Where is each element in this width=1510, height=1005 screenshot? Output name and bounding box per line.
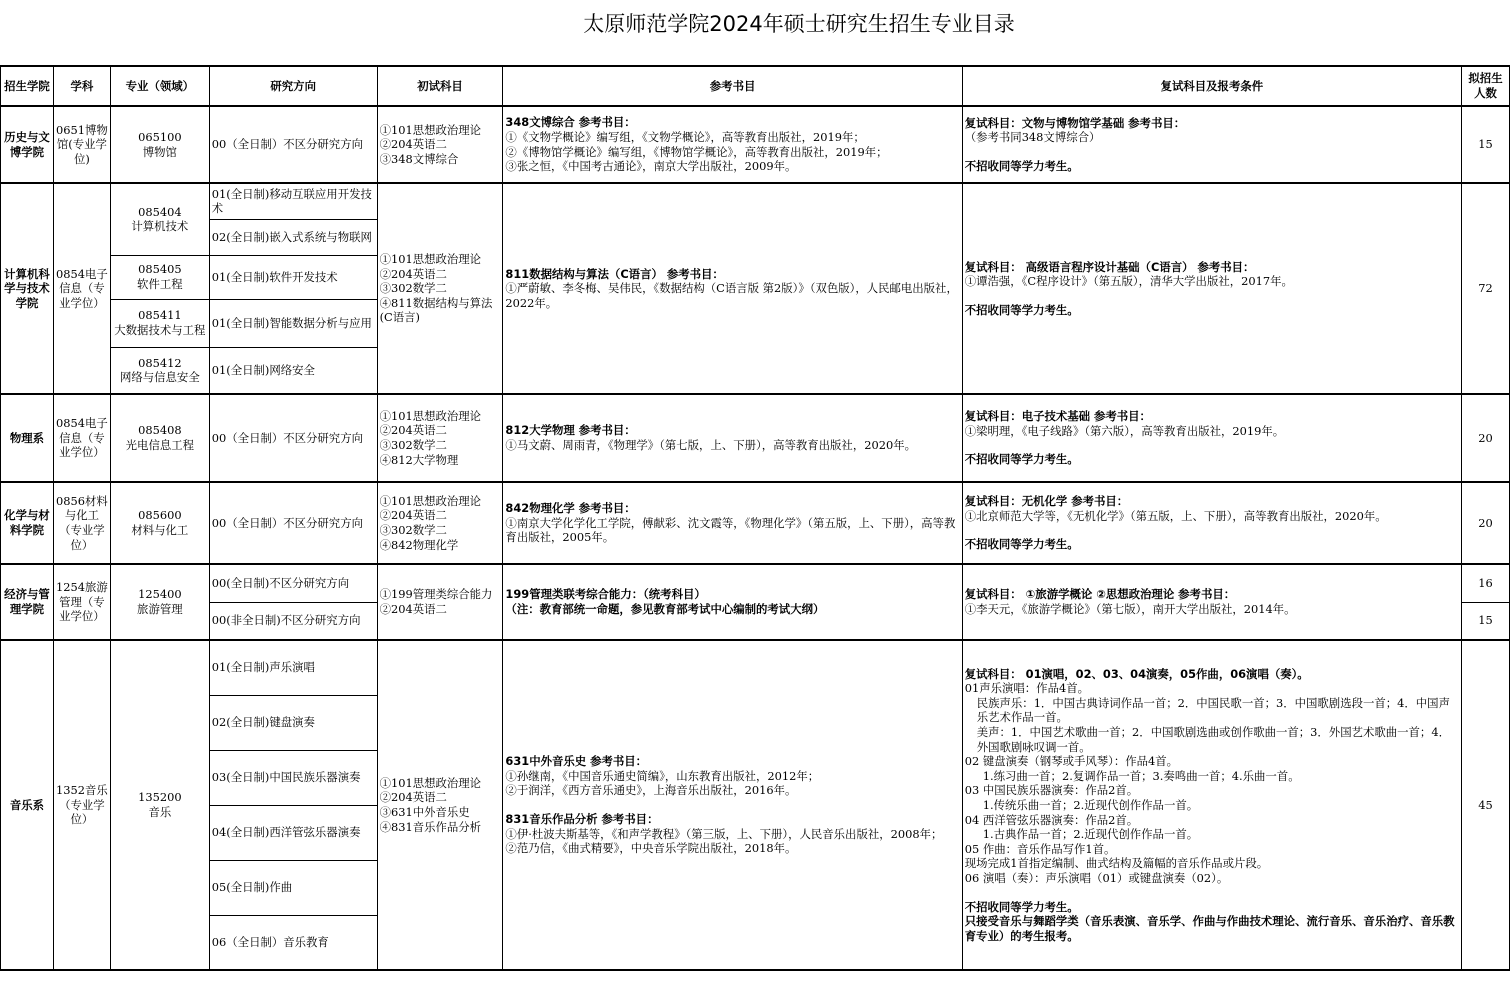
discipline-cell: 0651博物馆(专业学位) [53, 106, 110, 183]
retest-title: 复试科目：文物与博物馆学基础 参考书目： [964, 115, 1186, 130]
discipline-cell: 0854电子信息（专业学位） [53, 183, 110, 394]
retest-title: 复试科目：电子技术基础 参考书目： [964, 409, 1151, 424]
retest-line: 1.传统乐曲一首；2.近现代创作作品一首。 [982, 798, 1199, 812]
major-name: 材料与化工 [131, 523, 189, 537]
major-name: 音乐 [148, 805, 172, 819]
major-name: 网络与信息安全 [119, 370, 200, 385]
reference-title: 631中外音乐史 参考书目： [505, 754, 648, 769]
exam-item: ①101思想政治理论 [379, 408, 482, 423]
college-cell: 物理系 [1, 394, 54, 482]
direction-cell: 01(全日制)移动互联应用开发技术 [209, 183, 377, 219]
direction-cell: 06（全日制）音乐教育 [209, 915, 377, 970]
direction-cell: 00(非全日制)不区分研究方向 [209, 602, 377, 640]
quota-cell: 15 [1462, 106, 1510, 183]
exam-cell [377, 106, 503, 183]
table-row [1, 640, 1510, 695]
exam-item: ④811数据结构与算法(C语言) [379, 295, 493, 325]
reference-item: ①南京大学化学化工学院，傅献彩、沈文霞等，《物理化学》（第五版，上、下册），高等教育出版社，2005年。 [505, 515, 956, 545]
direction-cell: 00（全日制）不区分研究方向 [209, 106, 377, 183]
reference-note: （注：教育部统一命题，参见教育部考试中心编制的考试大纲） [505, 602, 825, 616]
college-cell: 化学与材料学院 [1, 482, 54, 564]
table-row [1, 106, 1510, 183]
retest-line: ①北京师范大学等，《无机化学》（第五版，上、下册），高等教育出版社，2020年。 [964, 508, 1387, 523]
major-code: 085412 [138, 355, 182, 370]
major-code: 085411 [138, 308, 182, 323]
reference-cell [503, 564, 962, 640]
quota-cell: 16 [1462, 564, 1510, 602]
reference-item: ③张之恒，《中国考古通论》，南京大学出版社，2009年。 [505, 159, 797, 174]
exam-item: ④831音乐作品分析 [379, 819, 482, 834]
exam-cell [377, 482, 503, 564]
table-row [1, 482, 1510, 564]
reference-title: 811数据结构与算法（C语言） 参考书目： [505, 266, 724, 281]
reference-cell [503, 106, 962, 183]
retest-line: 02 键盘演奏（钢琴或手风琴）：作品4首。 [964, 754, 1179, 769]
major-cell [110, 255, 209, 299]
major-name: 软件工程 [137, 277, 183, 291]
college-cell: 计算机科学与技术学院 [1, 183, 54, 394]
discipline-cell: 1254旅游管理（专业学位） [53, 564, 110, 640]
discipline-cell: 1352音乐（专业学位） [53, 640, 110, 970]
major-cell [110, 183, 209, 255]
direction-cell: 02(全日制)嵌入式系统与物联网 [209, 219, 377, 255]
retest-note: 不招收同等学力考生。 [964, 899, 1079, 914]
reference-item: ①孙继南，《中国音乐通史简编》，山东教育出版社，2012年； [505, 768, 820, 783]
college-cell: 历史与文博学院 [1, 106, 54, 183]
header-quota: 拟招生人数 [1462, 66, 1510, 106]
direction-cell: 00(全日制)不区分研究方向 [209, 564, 377, 602]
direction-cell: 01(全日制)智能数据分析与应用 [209, 299, 377, 347]
exam-item: ④842物理化学 [379, 537, 459, 552]
reference-cell [503, 394, 962, 482]
retest-line: 01声乐演唱：作品4首。 [964, 681, 1089, 696]
exam-item: ②204英语二 [379, 137, 447, 152]
major-cell [110, 482, 209, 564]
college-cell: 音乐系 [1, 640, 54, 970]
exam-item: ①101思想政治理论 [379, 493, 482, 508]
reference-item: ①严蔚敏、李冬梅、吴伟民，《数据结构（C语言版 第2版）》（双色版），人民邮电出版社，2022年。 [505, 281, 958, 310]
quota-cell: 15 [1462, 602, 1510, 640]
retest-line: 现场完成1首指定编制、曲式结构及篇幅的音乐作品或片段。 [964, 856, 1269, 871]
discipline-cell: 0854电子信息（专业学位） [53, 394, 110, 482]
exam-item: ①199管理类综合能力 [379, 587, 493, 602]
reference-item: ①伊·杜波夫斯基等，《和声学教程》（第三版，上、下册），人民音乐出版社，2008年； [505, 826, 943, 841]
exam-item: ②204英语二 [379, 790, 447, 805]
header-college: 招生学院 [1, 66, 54, 106]
retest-note: 不招收同等学力考生。 [964, 158, 1079, 173]
major-cell [110, 564, 209, 640]
retest-title: 复试科目： 01演唱，02、03、04演奏，05作曲，06演唱（奏）。 [964, 666, 1309, 681]
retest-line: ①梁明理，《电子线路》（第六版），高等教育出版社，2019年。 [964, 423, 1285, 438]
direction-cell: 00（全日制）不区分研究方向 [209, 394, 377, 482]
direction-cell: 05(全日制)作曲 [209, 860, 377, 915]
retest-line: ①谭浩强，《C程序设计》（第五版），清华大学出版社，2017年。 [964, 274, 1293, 289]
header-major: 专业（领域） [110, 66, 209, 106]
major-cell [110, 640, 209, 970]
direction-cell: 00（全日制）不区分研究方向 [209, 482, 377, 564]
direction-cell: 02(全日制)键盘演奏 [209, 695, 377, 750]
retest-line: 民族声乐：1．中国古典诗词作品一首；2．中国民歌一首；3．中国歌剧选段一首；4．中国声乐艺术作品一首。 [976, 695, 1450, 725]
major-code: 125400 [138, 587, 182, 602]
reference-item: ②范乃信，《曲式精要》，中央音乐学院出版社，2018年。 [505, 841, 797, 856]
major-code: 065100 [138, 129, 182, 144]
exam-cell [377, 183, 503, 394]
exam-item: ③348文博综合 [379, 151, 459, 166]
retest-title: 复试科目： ①旅游学概论 ②思想政治理论 参考书目： [964, 587, 1236, 602]
major-code: 085404 [138, 204, 182, 219]
exam-item: ②204英语二 [379, 602, 447, 616]
retest-cell [962, 482, 1461, 564]
major-cell [110, 394, 209, 482]
reference-title: 842物理化学 参考书目： [505, 501, 636, 516]
header-discipline: 学科 [53, 66, 110, 106]
retest-title: 复试科目： 高级语言程序设计基础（C语言） 参考书目： [964, 259, 1255, 274]
exam-item: ①101思想政治理论 [379, 252, 482, 267]
retest-line: 06 演唱（奏）：声乐演唱（01）或键盘演奏（02）。 [964, 870, 1229, 885]
reference-item: ②于润洋，《西方音乐通史》，上海音乐出版社，2016年。 [505, 783, 797, 798]
direction-cell: 01(全日制)网络安全 [209, 347, 377, 394]
reference-cell [503, 640, 962, 970]
exam-item: ①101思想政治理论 [379, 122, 482, 137]
reference-title: 199管理类联考综合能力：（统考科目） [505, 587, 706, 602]
header-retest: 复试科目及报考条件 [962, 66, 1461, 106]
college-cell: 经济与管理学院 [1, 564, 54, 640]
retest-cell [962, 394, 1461, 482]
table-row [1, 394, 1510, 482]
direction-cell: 01(全日制)软件开发技术 [209, 255, 377, 299]
retest-line: ①李天元，《旅游学概论》（第七版），南开大学出版社，2014年。 [964, 602, 1296, 616]
quota-cell: 72 [1462, 183, 1510, 394]
major-cell [110, 347, 209, 394]
retest-line: 美声：1．中国艺术歌曲一首；2．中国歌剧选曲或创作歌曲一首；3．外国艺术歌曲一首；4．外国歌剧咏叹调一首。 [976, 725, 1450, 754]
discipline-cell: 0856材料与化工（专业学位） [53, 482, 110, 564]
major-name: 博物馆 [142, 144, 177, 159]
major-name: 旅游管理 [137, 602, 183, 616]
exam-item: ①101思想政治理论 [379, 775, 482, 790]
retest-note: 不招收同等学力考生。 [964, 452, 1079, 467]
catalog-table [0, 65, 1510, 971]
major-code: 085408 [138, 423, 182, 438]
major-code: 085600 [138, 508, 182, 523]
major-cell [110, 106, 209, 183]
retest-cell [962, 564, 1461, 640]
retest-note: 不招收同等学力考生。 [964, 537, 1079, 552]
header-direction: 研究方向 [209, 66, 377, 106]
retest-line: 1.练习曲一首；2.复调作品一首；3.奏鸣曲一首；4.乐曲一首。 [982, 768, 1300, 783]
major-name: 光电信息工程 [125, 438, 195, 452]
table-row [1, 183, 1510, 219]
direction-cell: 01(全日制)声乐演唱 [209, 640, 377, 695]
reference-title: 812大学物理 参考书目： [505, 423, 636, 438]
retest-line: 05 作曲：音乐作品写作1首。 [964, 841, 1116, 856]
exam-item: ④812大学物理 [379, 452, 459, 467]
exam-cell [377, 394, 503, 482]
retest-title: 复试科目：无机化学 参考书目： [964, 494, 1129, 509]
exam-item: ③302数学二 [379, 438, 447, 452]
exam-item: ②204英语二 [379, 266, 447, 281]
exam-item: ③302数学二 [379, 523, 447, 537]
retest-cell [962, 106, 1461, 183]
header-references: 参考书目 [503, 66, 962, 106]
quota-cell: 20 [1462, 394, 1510, 482]
exam-cell [377, 564, 503, 640]
major-name: 计算机技术 [131, 219, 189, 234]
major-code: 085405 [138, 262, 182, 277]
exam-item: ③631中外音乐史 [379, 805, 470, 819]
reference-item: ①马文蔚、周雨青，《物理学》（第七版，上、下册），高等教育出版社，2020年。 [505, 438, 916, 452]
major-code: 135200 [138, 790, 182, 805]
header-exam: 初试科目 [377, 66, 503, 106]
reference-title: 348文博综合 参考书目： [505, 115, 636, 130]
reference-item: ②《博物馆学概论》编写组，《博物馆学概论》，高等教育出版社，2019年； [505, 144, 888, 159]
exam-item: ②204英语二 [379, 423, 447, 438]
reference-item: ①《文物学概论》编写组，《文物学概论》，高等教育出版社，2019年； [505, 129, 865, 144]
page-title: 太原师范学院2024年硕士研究生招生专业目录 [583, 12, 1015, 36]
table-row [1, 564, 1510, 602]
quota-cell: 45 [1462, 640, 1510, 970]
retest-line: 1.古典作品一首；2.近现代创作作品一首。 [982, 827, 1199, 842]
retest-cell [962, 640, 1461, 970]
reference-cell [503, 183, 962, 394]
exam-cell [377, 640, 503, 970]
header-row [1, 66, 1510, 106]
major-name: 大数据技术与工程 [114, 323, 206, 337]
major-cell [110, 299, 209, 347]
retest-cell [962, 183, 1461, 394]
exam-item: ②204英语二 [379, 508, 447, 523]
reference-title: 831音乐作品分析 参考书目： [505, 812, 659, 826]
retest-note: 只接受音乐与舞蹈学类（音乐表演、音乐学、作曲与作曲技术理论、流行音乐、音乐治疗、音乐教育专业）的考生报考。 [964, 914, 1455, 943]
exam-item: ③302数学二 [379, 281, 447, 296]
retest-line: 03 中国民族乐器演奏：作品2首。 [964, 783, 1139, 798]
reference-cell [503, 482, 962, 564]
retest-note: 不招收同等学力考生。 [964, 302, 1079, 317]
quota-cell: 20 [1462, 482, 1510, 564]
retest-line: 04 西洋管弦乐器演奏：作品2首。 [964, 812, 1139, 827]
direction-cell: 04(全日制)西洋管弦乐器演奏 [209, 805, 377, 860]
direction-cell: 03(全日制)中国民族乐器演奏 [209, 750, 377, 805]
retest-line: （参考书同348文博综合） [964, 130, 1101, 145]
